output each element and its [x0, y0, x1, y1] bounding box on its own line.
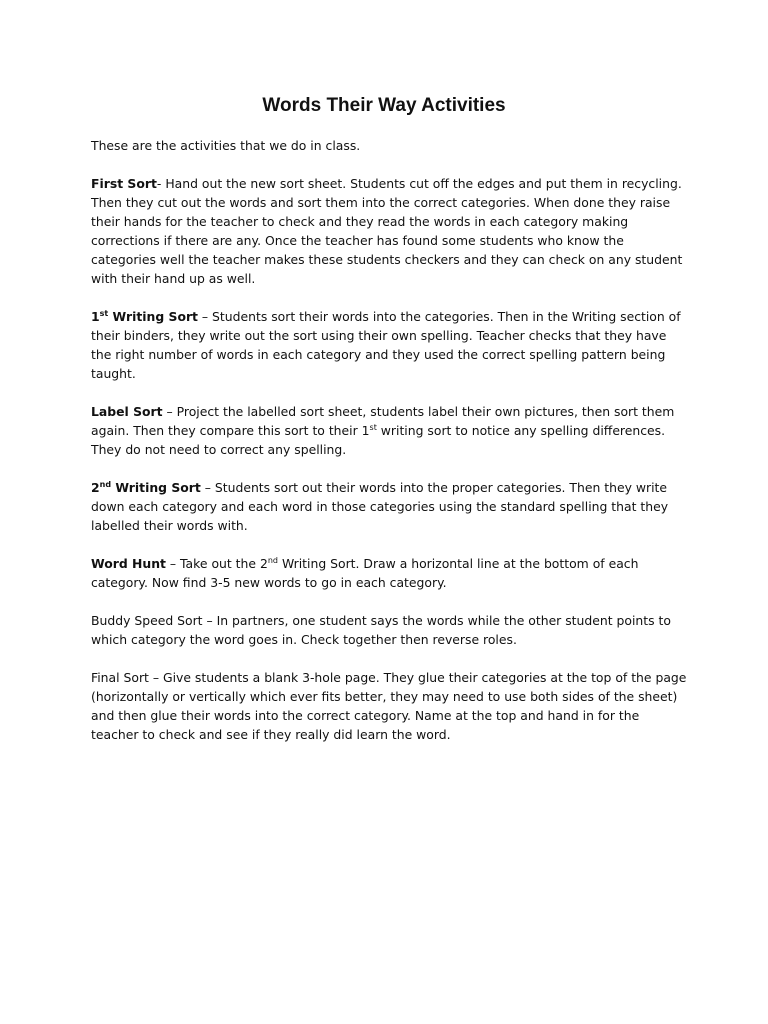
- writing-sort-1-text: their binders, they write out the sort using their own spelling. Teacher checks that they have: [91, 328, 667, 343]
- intro-paragraph: [91, 136, 681, 155]
- first-sort-text: categories well the teacher makes these students checkers and they can check on any student: [91, 252, 683, 267]
- label-sort-text: – Project the labelled sort sheet, students label their own pictures, then sort them: [162, 404, 675, 419]
- writing-sort-2-text: – Students sort out their words into the proper categories. Then they write: [200, 480, 668, 495]
- first-sort-text: corrections if there are any. Once the teacher has found some students who know the: [91, 233, 624, 248]
- writing-sort-2-paragraph: [91, 478, 681, 535]
- label-sort-heading: Label Sort: [91, 404, 163, 419]
- first-sort-text: with their hand up as well.: [91, 271, 256, 286]
- first-sort-paragraph: [91, 174, 681, 288]
- writing-sort-2-text: labelled their words with.: [91, 518, 248, 533]
- document-body: [91, 136, 687, 763]
- final-sort-text: and then glue their words into the correct category. Name at the top and hand in for the: [91, 708, 640, 723]
- first-sort-heading: First Sort: [91, 176, 157, 191]
- buddy-speed-sort-text: which category the word goes in. Check together then reverse roles.: [91, 632, 517, 647]
- writing-sort-1-text: – Students sort their words into the categories. Then in the Writing section of: [197, 309, 681, 324]
- writing-sort-1-heading: 1st Writing Sort: [91, 309, 198, 324]
- label-sort-text: They do not need to correct any spelling.: [91, 442, 347, 457]
- label-sort-text: again. Then they compare this sort to their 1: [91, 423, 370, 438]
- writing-sort-1-text: the right number of words in each category and they used the correct spelling pattern being: [91, 347, 666, 362]
- final-sort-paragraph: [91, 668, 687, 744]
- final-sort-text: (horizontally or vertically which ever fits better, they may need to use both sides of the sheet): [91, 689, 678, 704]
- writing-sort-1-text: taught.: [91, 366, 136, 381]
- page-title: Words Their Way Activities: [262, 95, 506, 116]
- buddy-speed-sort-paragraph: [91, 611, 681, 649]
- first-sort-text: their hands for the teacher to check and they read the words in each category making: [91, 214, 629, 229]
- word-hunt-heading: Word Hunt: [91, 556, 166, 571]
- final-sort-text: Final Sort – Give students a blank 3-hole page. They glue their categories at the top of the page: [91, 670, 687, 685]
- buddy-speed-sort-text: Buddy Speed Sort – In partners, one student says the words while the other student points to: [91, 613, 671, 628]
- label-sort-paragraph: Label Sort – Project the labelled sort sheet, students label their own pictures, then sort them again. Then they compare this sort to their 1st writing sort to notice any spelling differences. They do not need to correct any spelling.: [91, 402, 681, 459]
- word-hunt-paragraph: Word Hunt – Take out the 2nd Writing Sort. Draw a horizontal line at the bottom of each category. Now find 3-5 new words to go in each category.: [91, 554, 681, 592]
- first-sort-text: - Hand out the new sort sheet. Students cut off the edges and put them in recycling.: [156, 176, 682, 191]
- final-sort-text: teacher to check and see if they really did learn the word.: [91, 727, 451, 742]
- word-hunt-text: – Take out the 2: [165, 556, 268, 571]
- writing-sort-2-heading: 2nd Writing Sort: [91, 480, 201, 495]
- writing-sort-2-text: down each category and each word in those categories using the standard spelling that they: [91, 499, 669, 514]
- writing-sort-1-paragraph: [91, 307, 681, 383]
- intro-text: These are the activities that we do in class.: [91, 138, 361, 153]
- word-hunt-text: category. Now find 3-5 new words to go in each category.: [91, 575, 447, 590]
- label-sort-text: writing sort to notice any spelling differences.: [376, 423, 666, 438]
- word-hunt-text: Writing Sort. Draw a horizontal line at the bottom of each: [278, 556, 639, 571]
- first-sort-text: Then they cut out the words and sort them into the correct categories. When done they raise: [91, 195, 671, 210]
